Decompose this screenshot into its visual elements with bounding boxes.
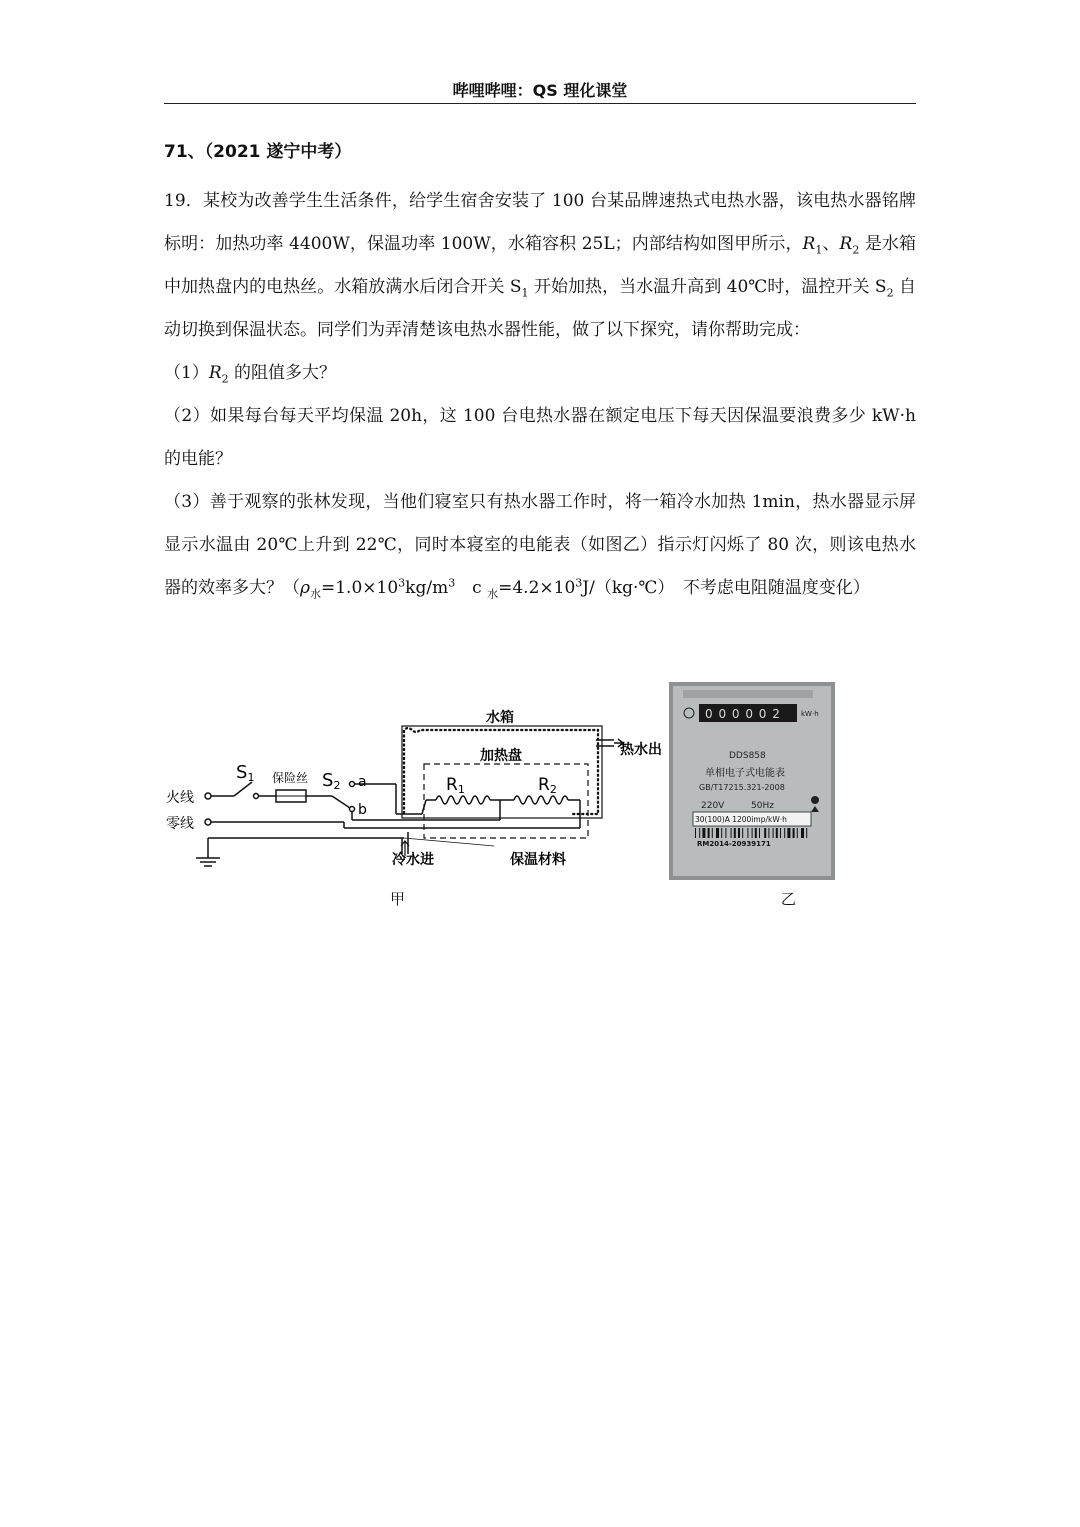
meter-unit: kW·h (801, 710, 819, 718)
question-1: $(1)R_2$ 的阻值多大？ (164, 363, 337, 386)
label-insulation: 保温材料 (510, 852, 566, 868)
resistor-r2 (514, 796, 568, 804)
label-fuse: 保险丝 (272, 771, 309, 785)
caption-yi: 乙 (781, 890, 797, 908)
figure-area (164, 682, 916, 912)
meter-voltage: 220V (701, 801, 725, 811)
electric-meter-photo (669, 682, 835, 880)
neutral-terminal (205, 819, 211, 825)
tank-outline (402, 726, 602, 818)
tank-wall (404, 728, 598, 814)
header-divider (164, 103, 916, 104)
contact-a (350, 782, 355, 787)
label-contact-b: b (358, 802, 367, 818)
page-header: 哔哩哔哩：QS 理化课堂 (452, 81, 628, 100)
label-heating-plate: 加热盘 (480, 748, 522, 764)
label-neutral: 零线 (166, 816, 194, 832)
label-s1: S1 (236, 762, 255, 784)
resistor-r1 (436, 796, 490, 804)
label-tank: 水箱 (486, 710, 514, 726)
meter-reading: 0 0 0 0 0 2 (705, 707, 781, 721)
label-hot-out: 热水出 (620, 742, 662, 758)
question-3: （3）善于观察的张林发现，当他们寝室只有热水器工作时，将一箱冷水加热 1min，热水器显示屏显示水温由 20℃上升到 22℃，同时本寝室的电能表（如图乙）指示灯闪烁了 80 次，则该电热水器的效率多大？（$\rho_水=1.0\times 10^3kg/m^3$ c $_水=4.2\times 10^3J/(kg\cdot℃)$ 不考虑电阻随温度变化） (164, 492, 916, 601)
meter-serial: RM2014-20939171 (697, 840, 771, 848)
meter-standard: GB/T17215.321-2008 (699, 783, 785, 792)
switch-s1 (234, 782, 252, 796)
problem-content (164, 138, 916, 610)
label-contact-a: a (358, 774, 367, 790)
caption-jia: 甲 (390, 890, 406, 908)
problem-title: 71、（2021 遂宁中考） (164, 142, 352, 162)
question-2: （2）如果每台每天平均保温 20h，这 100 台电热水器在额定电压下每天因保温要浪费多少 kW·h 的电能？ (164, 406, 916, 469)
label-r2: R2 (538, 775, 557, 796)
meter-frequency: 50Hz (751, 801, 774, 811)
live-terminal (205, 793, 211, 799)
indicator-lamp-icon (811, 796, 819, 804)
meter-rating: 30(100)A 1200imp/kW·h (695, 815, 787, 824)
label-live: 火线 (166, 790, 194, 806)
meter-model: DDS858 (729, 751, 766, 761)
switch-s2 (332, 796, 350, 808)
label-r1: R1 (446, 775, 465, 796)
label-cold-in: 冷水进 (392, 852, 434, 868)
contact-b (350, 807, 355, 812)
circuit-diagram (164, 696, 662, 868)
problem-intro: 19．某校为改善学生生活条件，给学生宿舍安装了 100 台某品牌速热式电热水器，该电热水器铭牌标明：加热功率 4400W，保温功率 100W，水箱容积 25L；内部结构如图甲所示，$R_1$、$R_2$ 是水箱中加热盘内的电热丝。水箱放满水后闭合开关 $S_1$ 开始加热，当水温升高到 40℃时，温控开关 $S_2$ 自动切换到保温状态。同学们为弄清楚该电热水器性能，做了以下探究，请你帮助完成： (164, 191, 916, 340)
meter-name: 单相电子式电能表 (705, 768, 785, 779)
ground-icon (196, 858, 220, 866)
label-s2: S2 (322, 770, 341, 792)
